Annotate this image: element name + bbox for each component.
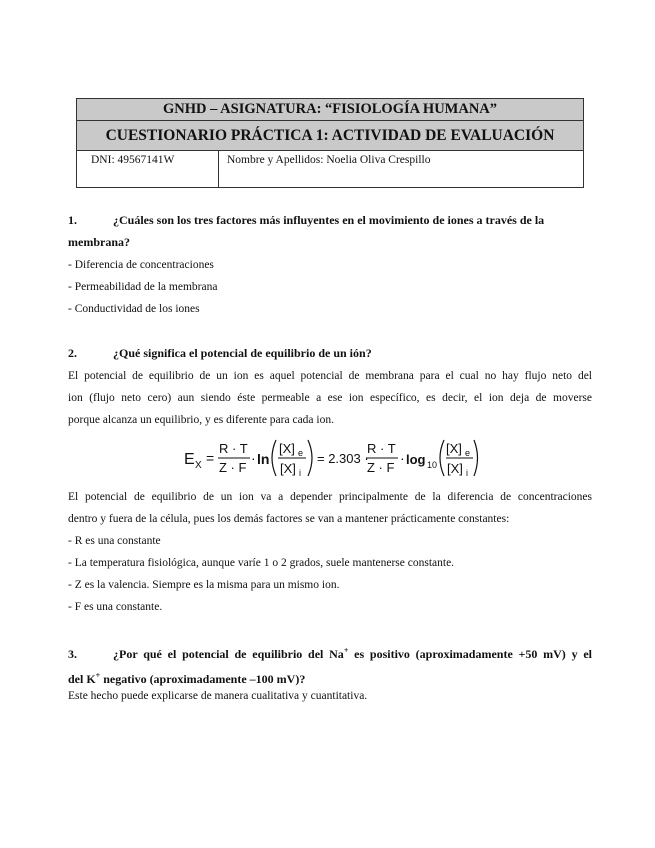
question-1-number: 1. [68,213,77,227]
question-3-text-c: del K [68,672,96,686]
eq-lhs-sub: X [195,460,202,471]
answer-2-item: - La temperatura fisiológica, aunque varíe 1 o 2 grados, suele mantenerse constante. [68,557,455,569]
eq-denominator-1: Z · F [219,460,247,475]
answer-3-text: Este hecho puede explicarse de manera cualitativa y cuantitativa. [68,690,368,702]
eq-xe-2: [X] [446,441,462,456]
paragraph-line: El potencial de equilibrio de un ion es aquel potencial de membrana para el cual no hay flujo neto del [68,370,592,382]
eq-xe-sub: e [298,448,304,458]
eq-log-sub: 10 [427,460,438,470]
question-3 [68,640,592,690]
question-1 [68,209,592,253]
answer-2-item: - Z es la valencia. Siempre es la misma para un mismo ion. [68,579,340,591]
eq-ln: ln [257,451,270,467]
question-3-text-a: ¿Por qué el potencial de equilibrio del Na [113,647,344,661]
paragraph-line: El potencial de equilibrio de un ion va a depender principalmente de la diferencia de concentraciones [68,491,592,503]
paragraph-line: porque alcanza un equilibrio, y es diferente para cada ion. [68,414,334,426]
question-1-text-line1: ¿Cuáles son los tres factores más influyentes en el movimiento de iones a través de la [113,213,545,227]
nernst-equation [184,437,480,479]
eq-log: log [406,452,426,467]
eq-denominator-2: Z · F [367,460,395,475]
question-3-text-b: es positivo (aproximadamente +50 mV) y el [348,647,592,661]
paragraph-line: dentro y fuera de la célula, pues los demás factores se van a mantener prácticamente constantes: [68,513,510,525]
eq-right-paren-icon [308,440,312,476]
eq-left-paren-icon [272,440,276,476]
answer-1-item: - Conductividad de los iones [68,303,200,315]
question-3-line1 [68,640,592,665]
header-title-1: GNHD – ASIGNATURA: “FISIOLOGÍA HUMANA” [77,99,583,121]
eq-xe-sub-2: e [465,448,471,458]
header-table [76,98,584,188]
k-superscript: + [95,671,101,680]
eq-numerator-2: R · T [367,441,396,456]
eq-xi-sub-2: i [466,468,468,478]
eq-xi: [X] [280,461,296,476]
question-2-text: ¿Qué significa el potencial de equilibrio de un ión? [113,346,372,360]
na-superscript: + [343,646,349,655]
paragraph-line: ion (flujo neto cero) aun siendo éste permeable a ese ion específico, es decir, el ion deja de moverse [68,392,592,404]
question-2-number: 2. [68,346,77,360]
eq-equals-2303: = 2.303 · [317,451,369,466]
answer-2-item: - R es una constante [68,535,161,547]
name-cell: Nombre y Apellidos: Noelia Oliva Crespillo [227,154,431,166]
question-2-paragraph-1 [68,365,592,431]
header-student-info [77,151,583,187]
eq-dot-2: · [400,450,405,466]
dni-cell: DNI: 49567141W [77,151,219,187]
header-title-2: CUESTIONARIO PRÁCTICA 1: ACTIVIDAD DE EVALUACIÓN [77,121,583,151]
question-3-text-d: negativo (aproximadamente –100 mV)? [100,672,306,686]
question-2 [68,342,592,364]
eq-lhs: E [184,451,195,468]
answer-1-item: - Diferencia de concentraciones [68,259,214,271]
eq-dot: · [251,450,256,466]
answer-2-item: - F es una constante. [68,601,163,613]
question-2-paragraph-2 [68,486,592,530]
eq-left-paren-2-icon [440,440,444,476]
eq-xi-sub: i [299,468,301,478]
eq-xe: [X] [279,441,295,456]
eq-xi-2: [X] [447,461,463,476]
eq-right-paren-2-icon [474,440,478,476]
eq-numerator-1: R · T [219,441,248,456]
answer-1-item: - Permeabilidad de la membrana [68,281,218,293]
question-3-number: 3. [68,647,77,661]
question-1-text-line2: membrana? [68,235,130,249]
eq-equals: = [206,450,215,466]
